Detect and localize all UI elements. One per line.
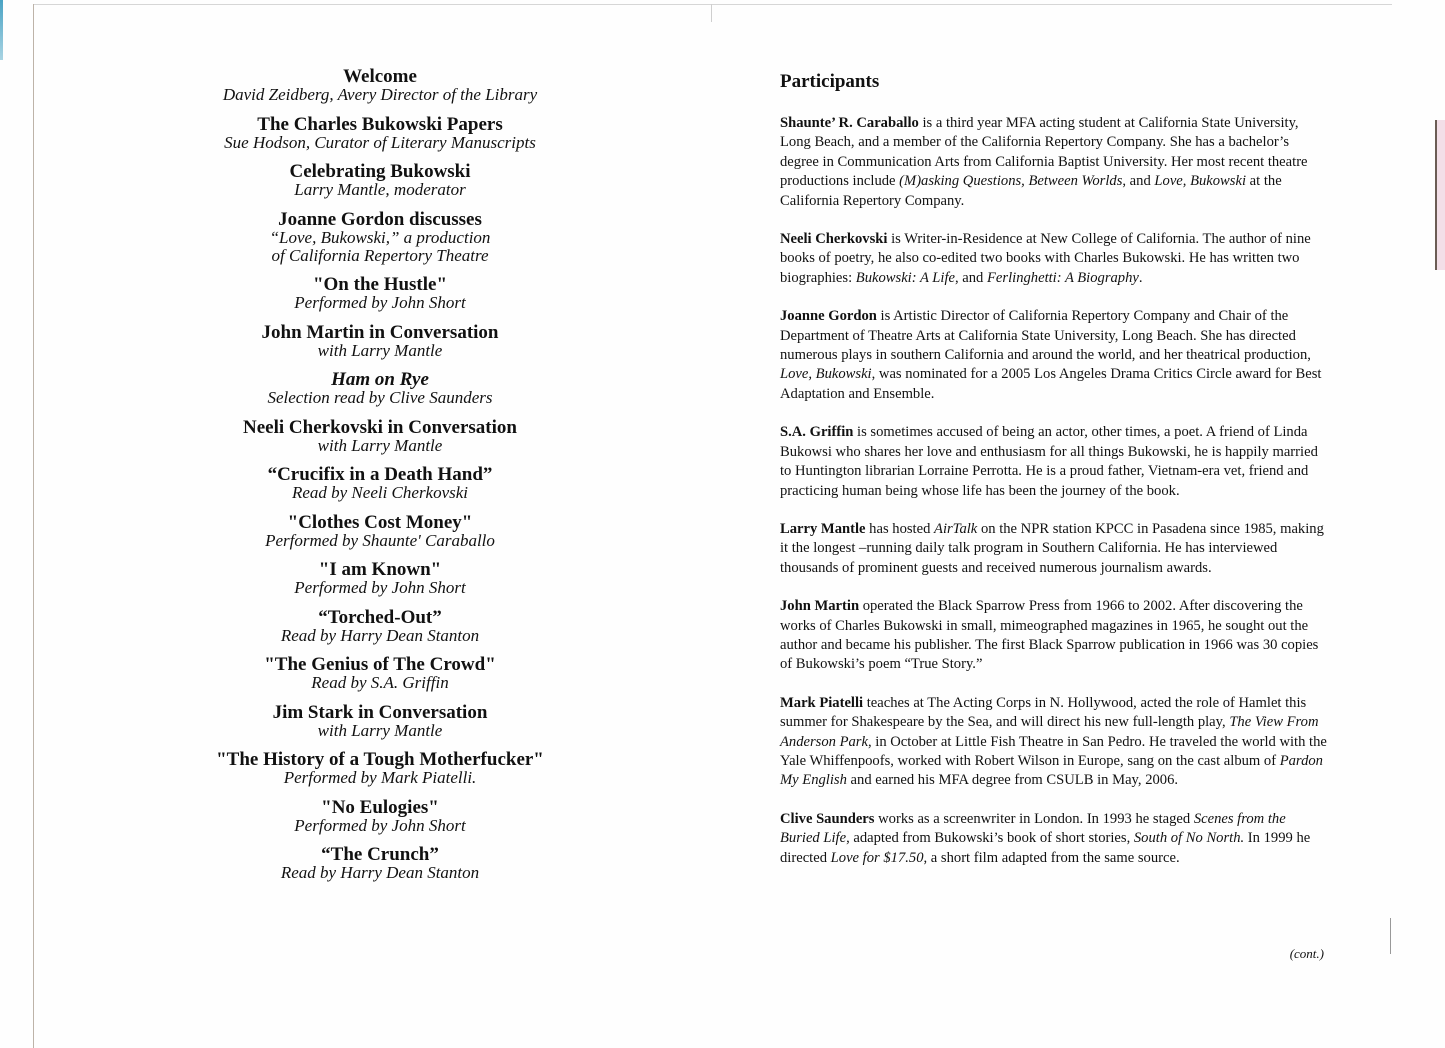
program-item-title: Jim Stark in Conversation xyxy=(272,701,488,723)
bio-text: , a short film adapted from the same source. xyxy=(923,849,1180,866)
work-title: Bukowski: A Life xyxy=(855,269,955,286)
work-title: The View From Anderson Park xyxy=(780,714,1319,750)
program-item-credit: Read by Harry Dean Stanton xyxy=(280,863,480,882)
program-item-credit: Performed by John Short xyxy=(294,293,466,312)
program-item xyxy=(190,655,570,692)
participant-bio xyxy=(780,230,1328,288)
bio-text: is Artistic Director of California Repertory Company and Chair of the Department of Theatre Arts at California State University, Long Beach. She has directed numerous plays in southern California and around the world, and her theatrical production, xyxy=(780,308,1311,364)
work-title: Pardon My English xyxy=(780,752,1323,789)
program-item-title: “Torched-Out” xyxy=(318,606,442,628)
program-item-credit: Selection read by Clive Saunders xyxy=(267,388,493,407)
bio-text: In 1999 he directed xyxy=(780,830,1311,866)
program-item-credit: Performed by Shaunte' Caraballo xyxy=(265,530,495,550)
bio-text: is a third year MFA acting student at California State University, Long Beach, and a member of the California Repertory Company. She has a bachelor’s degree in Communication Arts from California Baptist University. Her most recent theatre productions include xyxy=(780,115,1308,190)
page-edge-left xyxy=(33,4,34,1048)
program-item-title: "The History of a Tough Motherfucker" xyxy=(216,749,544,770)
program-item xyxy=(190,323,570,360)
participant-name: Shaunte’ R. Caraballo xyxy=(780,115,919,131)
program-item-title: Ham on Rye xyxy=(331,369,429,390)
work-title: Scenes from the Buried Life xyxy=(780,810,1286,847)
participant-bio xyxy=(780,114,1328,211)
bio-text: . xyxy=(1138,269,1143,286)
work-title: Love for $17.50 xyxy=(830,849,924,866)
bio-text: , and xyxy=(1122,173,1155,190)
scan-edge-corner xyxy=(0,0,3,60)
program-item xyxy=(190,370,570,407)
bio-text: at the California Repertory Company. xyxy=(780,173,1282,209)
work-title: (M)asking Questions, Between Worlds xyxy=(899,173,1123,190)
work-title: Ferlinghetti: A Biography xyxy=(987,269,1139,286)
participant-name: Joanne Gordon xyxy=(780,308,877,325)
work-title: South of No North. xyxy=(1133,830,1245,847)
work-title: Love, Bukowski xyxy=(780,366,872,383)
program-item-credit: Performed by John Short xyxy=(294,815,466,835)
participant-name: Larry Mantle xyxy=(780,520,866,537)
bio-text: is Writer-in-Residence at New College of California. The author of nine books of poetry, he also co-edited two books with Charles Bukowski. He has written two biographies: xyxy=(780,231,1311,286)
program-item xyxy=(190,115,570,152)
program-item-credit: of California Repertory Theatre xyxy=(271,245,489,265)
program-item xyxy=(190,513,570,550)
participant-bio xyxy=(780,520,1328,578)
program-item-credit: Read by Harry Dean Stanton xyxy=(280,625,480,645)
page-edge-right xyxy=(1435,120,1445,270)
program-item-title: The Charles Bukowski Papers xyxy=(257,113,503,135)
bio-text: , in October at Little Fish Theatre in San Pedro. He traveled the world with the Yale Whiffenpoofs, worked with Robert Wilson in Europe, sang on the cast album of xyxy=(780,733,1327,769)
program-item xyxy=(190,845,570,882)
program-item-title: "No Eulogies" xyxy=(321,796,439,818)
program-item-credit: Performed by Mark Piatelli. xyxy=(283,768,477,787)
participant-name: S.A. Griffin xyxy=(780,424,854,441)
bio-text: has hosted xyxy=(865,520,935,537)
program-item xyxy=(190,210,570,265)
participant-name: John Martin xyxy=(780,598,860,615)
program-item-title: “Crucifix in a Death Hand” xyxy=(267,464,493,485)
bio-text: teaches at The Acting Corps in N. Hollywood, acted the role of Hamlet this summer for Shakespeare by the Sea, and will direct his new full-length play, xyxy=(780,694,1307,731)
bio-text: operated the Black Sparrow Press from 1966 to 2002. After discovering the works of Charles Bukowski in small, mimeographed magazines in 1965, he sought out the author and became his publisher. The first Black Sparrow publication in 1966 was 30 copies of Bukowski’s poem “True Story.” xyxy=(780,598,1319,673)
program-item-credit: with Larry Mantle xyxy=(317,720,443,740)
participant-bio xyxy=(780,597,1328,675)
program-item-title: John Martin in Conversation xyxy=(261,321,499,343)
program-item-credit: Sue Hodson, Curator of Literary Manuscripts xyxy=(224,132,536,152)
program-item-credit: Read by S.A. Griffin xyxy=(311,673,449,692)
program-item xyxy=(190,608,570,645)
bio-text: , adapted from Bukowski’s book of short stories, xyxy=(846,830,1134,847)
participant-bio xyxy=(780,810,1328,868)
participant-name: Neeli Cherkovski xyxy=(780,231,888,248)
program-item-credit: with Larry Mantle xyxy=(317,435,443,455)
participant-bio xyxy=(780,694,1328,791)
participant-bio xyxy=(780,307,1328,404)
bio-list xyxy=(780,114,1328,868)
program-item-title: Neeli Cherkovski in Conversation xyxy=(243,416,517,438)
program-item xyxy=(190,703,570,740)
program-item-credit: David Zeidberg, Avery Director of the Library xyxy=(222,85,538,104)
participants-heading: Participants xyxy=(780,71,880,92)
program-item xyxy=(190,418,570,455)
bio-text: works as a screenwriter in London. In 1993 he staged xyxy=(874,810,1194,827)
program-item-title: "Clothes Cost Money" xyxy=(287,511,473,533)
program-item-title: "I am Known" xyxy=(318,559,442,580)
program-item-credit: Larry Mantle, moderator xyxy=(294,180,466,199)
program-item xyxy=(190,798,570,835)
bio-text: is sometimes accused of being an actor, other times, a poet. A friend of Linda Bukowsi who shares her love and enthusiasm for all things Bukowski, he is happily married to Huntington librarian Lorraine Perrotta. He is a proud father, Vietnam-era vet, friend and practicing human being whose life has been the journey of the book. xyxy=(780,424,1318,499)
program-item xyxy=(190,750,570,787)
program-item xyxy=(190,560,570,597)
bio-text: on the NPR station KPCC in Pasadena since 1985, making it the longest –running daily talk program in Southern California. He has interviewed thousands of prominent guests and received numerous journalism awards. xyxy=(780,520,1324,576)
bio-text: , and xyxy=(954,269,988,286)
program-item-title: Welcome xyxy=(343,66,417,87)
program-item-title: “The Crunch” xyxy=(321,844,439,865)
program-item-credit: Read by Neeli Cherkovski xyxy=(291,483,469,502)
program-item xyxy=(190,465,570,502)
program-item-credit: Performed by John Short xyxy=(294,578,466,597)
program-item-credit: “Love, Bukowski,” a production xyxy=(269,227,491,247)
bio-text: , was nominated for a 2005 Los Angeles Drama Critics Circle award for Best Adaptation and Ensemble. xyxy=(780,366,1322,402)
program-item-title: Joanne Gordon discusses xyxy=(278,208,482,230)
margin-mark xyxy=(1390,918,1391,954)
work-title: Love, Bukowski xyxy=(1154,173,1247,190)
participant-bio xyxy=(780,423,1328,501)
program-item-credit: with Larry Mantle xyxy=(317,340,443,360)
program-item-title: Celebrating Bukowski xyxy=(289,161,471,182)
program-item-title: "The Genius of The Crowd" xyxy=(264,654,496,675)
program-order xyxy=(190,67,570,893)
program-item xyxy=(190,275,570,312)
participant-name: Clive Saunders xyxy=(780,810,875,827)
work-title: AirTalk xyxy=(934,520,978,537)
participant-name: Mark Piatelli xyxy=(780,694,864,711)
program-item xyxy=(190,67,570,104)
participants-section xyxy=(780,70,1328,887)
continued-note: (cont.) xyxy=(1289,946,1324,961)
program-item xyxy=(190,162,570,199)
fold-mark xyxy=(711,4,712,22)
page-edge-top xyxy=(34,4,1392,5)
bio-text: and earned his MFA degree from CSULB in May, 2006. xyxy=(846,772,1179,789)
program-item-title: "On the Hustle" xyxy=(312,274,448,295)
